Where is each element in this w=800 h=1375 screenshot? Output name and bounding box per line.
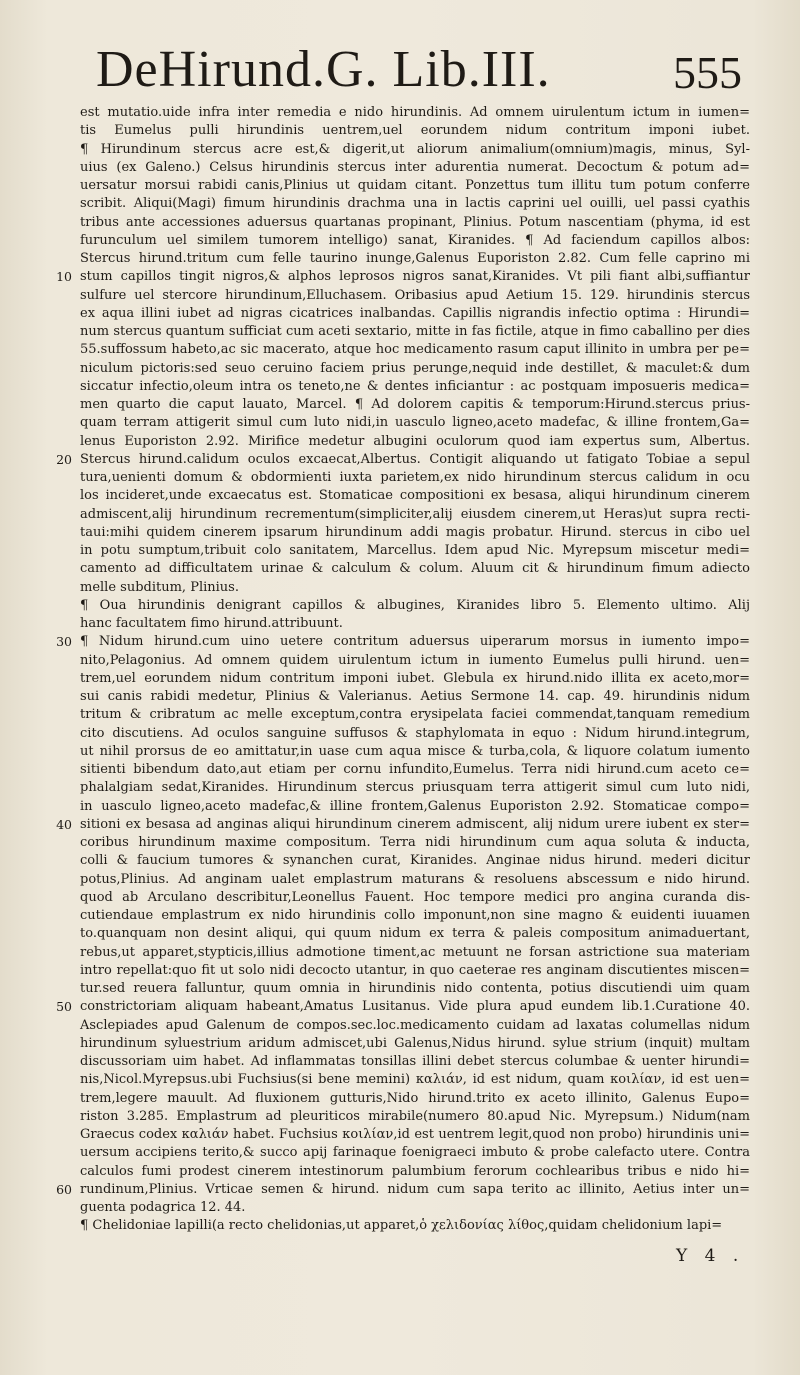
line-text: melle subditum, Plinius. — [80, 579, 239, 595]
text-line — [60, 414, 750, 432]
text-line — [60, 1199, 750, 1217]
text-line — [60, 670, 750, 688]
line-text: tur.sed reuera falluntur, quum omnia in hirundinis nido contenta, potius discutiendi uim quam — [80, 981, 750, 996]
line-text: calculos fumi prodest cinerem intestinorum palumbium ferorum cochlearibus tribus e nido hi= — [80, 1163, 750, 1179]
text-line — [56, 998, 750, 1016]
line-text: ex aqua illini iubet ad nigras cicatrices inalbandas. Capillis nigrandis infectio optima : Hirundi= — [80, 305, 750, 321]
text-line — [60, 688, 750, 706]
line-number: 10 — [56, 269, 72, 285]
text-line — [60, 542, 750, 560]
text-line — [60, 360, 750, 378]
line-text: rebus,ut apparet,stypticis,illius admotione timent,ac metuunt ne forsan astrictione sua materiam — [80, 944, 750, 960]
line-text: uius (ex Galeno.) Celsus hirundinis stercus inter adurentia numerat. Decoctum & potum ad= — [80, 159, 750, 175]
text-line — [60, 560, 750, 578]
line-text: in uasculo ligneo,aceto madefac,& illine frontem,Galenus Euporiston 2.92. Stomaticae compo= — [80, 798, 750, 814]
line-text: tis Eumelus pulli hirundinis uentrem,uel eorundem nidum contritum imponi iubet. — [80, 123, 750, 139]
body-text — [56, 104, 750, 1236]
text-line — [60, 104, 750, 122]
line-text: hanc facultatem fimo hirund.attribuunt. — [80, 616, 343, 631]
line-text: lenus Euporiston 2.92. Mirifice medetur albugini oculorum quod iam expertus sum, Albertus. — [80, 433, 750, 449]
text-line — [60, 852, 750, 870]
line-text: to.quanquam non desint aliqui, qui quum nidum ex terra & paleis compositum animaduertant, — [80, 926, 750, 942]
line-text: camento ad difficultatem urinae & calculum & colum. Aluum cit & hirundinum fimum adiecto — [80, 561, 750, 577]
line-text: num stercus quantum sufficiat cum aceti sextario, mitte in fas fictile, atque in fimo caballino per dies — [80, 324, 750, 339]
text-line — [60, 725, 750, 743]
text-line — [60, 579, 750, 597]
text-line — [60, 250, 750, 268]
line-text: men quarto die caput lauato, Marcel. ¶ Ad dolorem capitis & temporum:Hirund.stercus prius- — [80, 397, 750, 412]
line-text: uersum accipiens terito,& succo apij farinaque foenigraeci imbuto & probe calefacto utere. Contra — [80, 1145, 750, 1161]
line-text: taui:mihi quidem cinerem ipsarum hirundinum addi magis probatur. Hirund. stercus in cibo uel — [80, 524, 750, 540]
text-line — [60, 615, 750, 633]
line-text: est mutatio.uide infra inter remedia e nido hirundinis. Ad omnem uirulentum ictum in iumen= — [80, 105, 750, 120]
text-line — [60, 925, 750, 943]
line-text: ut nihil prorsus de eo amittatur,in uase cum aqua misce & turba,cola, & liquore colatum iumento — [80, 743, 750, 759]
text-line — [56, 633, 750, 651]
text-line — [60, 1017, 750, 1035]
line-text: admiscent,alij hirundinum recrementum(simpliciter,alij eiusdem cinerem,ut Heras)ut supra recti- — [80, 506, 750, 522]
line-text: niculum pictoris:sed seuo ceruino faciem prius perunge,nequid inde destillet, & maculet:& dum — [80, 360, 750, 376]
line-text: guenta podagrica 12. 44. — [80, 1200, 246, 1215]
text-line — [60, 907, 750, 925]
text-line — [60, 122, 750, 140]
text-line — [60, 341, 750, 359]
text-line — [60, 1053, 750, 1071]
text-line — [60, 779, 750, 797]
line-text: Stercus hirund.calidum oculos excaecat,Albertus. Contigit aliquando ut fatigato Tobiae a sepul — [80, 451, 750, 467]
line-text: Stercus hirund.tritum cum felle taurino inunge,Galenus Euporiston 2.82. Cum felle caprino mi — [80, 251, 750, 266]
text-line — [60, 287, 750, 305]
signature-mark: Y 4 . — [676, 1246, 745, 1266]
line-text: quod ab Arculano describitur,Leonellus Fauent. Hoc tempore medici pro angina curanda dis- — [80, 889, 750, 905]
line-text: sui canis rabidi medetur, Plinius & Valerianus. Aetius Sermone 14. cap. 49. hirundinis nidum — [80, 689, 750, 704]
line-text: discussoriam uim habet. Ad inflammatas tonsillas illini debet stercus columbae & uenter hirundi= — [80, 1054, 750, 1069]
text-line — [60, 433, 750, 451]
text-line — [60, 871, 750, 889]
text-line — [60, 177, 750, 195]
text-line — [60, 980, 750, 998]
line-number: 20 — [56, 451, 72, 467]
line-number: 50 — [56, 999, 72, 1015]
line-text: potus,Plinius. Ad anginam ualet emplastrum maturans & resoluens abscessum e nido hirund. — [80, 871, 750, 887]
line-number: 30 — [56, 634, 72, 650]
text-line — [60, 597, 750, 615]
line-text: tritum & cribratum ac melle exceptum,contra erysipelata faciei commendat,tanquam remedium — [80, 707, 750, 723]
text-line — [60, 798, 750, 816]
text-line — [60, 1144, 750, 1162]
line-text: nito,Pelagonius. Ad omnem quidem uirulentum ictum in iumento Eumelus pulli hirund. uen= — [80, 652, 750, 668]
text-line — [56, 816, 750, 834]
text-line — [60, 1090, 750, 1108]
text-line — [60, 834, 750, 852]
text-line — [60, 487, 750, 505]
text-line — [60, 469, 750, 487]
line-text: Asclepiades apud Galenum de compos.sec.loc.medicamento cuidam ad laxatas columellas nidum — [80, 1017, 750, 1033]
line-text: uersatur morsui rabidi canis,Plinius ut quidam citant. Ponzettus tum illitu tum potum conferre — [80, 178, 750, 193]
line-text: intro repellat:quo fit ut solo nidi decocto utantur, in quo caeterae res anginam discutientes miscen= — [80, 962, 750, 978]
text-line — [60, 396, 750, 414]
line-number: 60 — [56, 1181, 72, 1197]
line-text: hirundinum syluestrium aridum admiscet,ubi Galenus,Nidus hirund. sylue strium (inquit) multam — [80, 1035, 750, 1051]
text-line — [60, 706, 750, 724]
line-text: coribus hirundinum maxime compositum. Terra nidi hirundinum cum aqua soluta & inducta, — [80, 835, 750, 850]
text-line — [56, 268, 750, 286]
line-text: nis,Nicol.Myrepsus.ubi Fuchsius(si bene memini) καλιάν, id est nidum, quam κοιλίαν, id est uen= — [80, 1072, 750, 1088]
text-line — [56, 451, 750, 469]
running-head — [96, 40, 742, 96]
line-text: cito discutiens. Ad oculos sanguine suffusos & staphylomata in equo : Nidum hirund.integrum, — [80, 725, 750, 741]
line-text: cutiendaue emplastrum ex nido hirundinis collo imponunt,non sine magno & euidenti iuuamen — [80, 908, 750, 923]
line-number: 40 — [56, 816, 72, 832]
line-text: Graecus codex καλιάν habet. Fuchsius κοιλίαν,id est uentrem legit,quod non probo) hirundinis uni= — [80, 1127, 750, 1142]
text-line — [60, 652, 750, 670]
line-text: sitioni ex besasa ad anginas aliqui hirundinum cinerem admiscent, alij nidum urere iubent ex ster= — [80, 816, 750, 832]
text-line — [60, 506, 750, 524]
text-line — [60, 195, 750, 213]
line-text: sitienti bibendum dato,aut etiam per cornu infundito,Eumelus. Terra nidi hirund.cum aceto ce= — [80, 762, 750, 777]
text-line — [60, 232, 750, 250]
line-text: riston 3.285. Emplastrum ad pleuriticos mirabile(numero 80.apud Nic. Myrepsum.) Nidum(nam — [80, 1108, 750, 1124]
text-line — [60, 1217, 750, 1235]
line-text: ¶ Nidum hirund.cum uino uetere contritum aduersus uiperarum morsus in iumento impo= — [80, 634, 750, 650]
line-text: ¶ Oua hirundinis denigrant capillos & albugines, Kiranides libro 5. Elemento ultimo. Alij — [80, 597, 750, 613]
text-line — [60, 214, 750, 232]
text-line — [60, 305, 750, 323]
running-title: DeHirund.G. Lib.III. — [96, 41, 551, 98]
text-line — [60, 761, 750, 779]
text-line — [60, 889, 750, 907]
line-text: trem,uel eorundem nidum contritum imponi iubet. Glebula ex hirund.nido illita ex aceto,mor= — [80, 670, 750, 686]
text-line — [60, 1108, 750, 1126]
text-line — [60, 1126, 750, 1144]
text-line — [60, 524, 750, 542]
line-text: siccatur infectio,oleum intra os teneto,ne & dentes inficiantur : ac postquam imposueris medica= — [80, 378, 750, 394]
text-line — [60, 159, 750, 177]
line-text: rundinum,Plinius. Vrticae semen & hirund. nidum cum sapa terito ac illinito, Aetius inter un= — [80, 1181, 750, 1197]
line-text: 55.suffossum habeto,ac sic macerato, atque hoc medicamento rasum caput illinito in umbra per pe= — [80, 342, 750, 358]
line-text: constrictoriam aliquam habeant,Amatus Lusitanus. Vide plura apud eundem lib.1.Curatione 40. — [80, 999, 750, 1015]
line-text: colli & faucium tumores & synanchen curat, Kiranides. Anginae nidus hirund. mederi dicitur — [80, 853, 750, 869]
text-line — [60, 743, 750, 761]
text-line — [60, 1035, 750, 1053]
text-line — [60, 141, 750, 159]
line-text: ¶ Chelidoniae lapilli(a recto chelidonias,ut apparet,ὁ χελιδονίας λίθος,quidam chelidonium lapi= — [80, 1218, 723, 1234]
text-line — [60, 378, 750, 396]
page-number: 555 — [673, 47, 742, 98]
text-line — [60, 1071, 750, 1089]
line-text: quam terram attigerit simul cum luto nidi,in uasculo ligneo,aceto madefac, & illine frontem,Ga= — [80, 415, 750, 431]
line-text: stum capillos tingit nigros,& alphos leprosos nigros sanat,Kiranides. Vt pili fiant albi,suffiantur — [80, 269, 750, 285]
text-line — [60, 962, 750, 980]
line-text: furunculum uel similem tumorem intelligo) sanat, Kiranides. ¶ Ad faciendum capillos albos: — [80, 232, 750, 248]
text-line — [60, 944, 750, 962]
line-text: tura,uenienti domum & obdormienti iuxta parietem,ex nido hirundinum stercus calidum in ocu — [80, 470, 750, 485]
line-text: scribit. Aliqui(Magi) fimum hirundinis drachma una in lactis caprini uel ouilli, uel passi cyathis — [80, 196, 750, 212]
line-text: tribus ante accessiones aduersus quartanas propinant, Plinius. Potum nascentiam (phyma, id est — [80, 214, 750, 230]
text-line — [60, 323, 750, 341]
line-text: los incideret,unde excaecatus est. Stomaticae compositioni ex besasa, aliqui hirundinum cinerem — [80, 488, 750, 504]
text-line — [60, 1163, 750, 1181]
line-text: ¶ Hirundinum stercus acre est,& digerit,ut aliorum animalium(omnium)magis, minus, Syl- — [80, 141, 750, 157]
text-line — [56, 1181, 750, 1199]
line-text: sulfure uel stercore hirundinum,Elluchasem. Oribasius apud Aetium 15. 129. hirundinis stercus — [80, 287, 750, 303]
line-text: phalalgiam sedat,Kiranides. Hirundinum stercus priusquam terra attigerit simul cum luto nidi, — [80, 780, 750, 796]
line-text: trem,legere mauult. Ad fluxionem gutturis,Nido hirund.trito ex aceto illinito, Galenus Eupo= — [80, 1090, 750, 1106]
line-text: in potu sumptum,tribuit colo sanitatem, Marcellus. Idem apud Nic. Myrepsum miscetur medi= — [80, 543, 750, 558]
